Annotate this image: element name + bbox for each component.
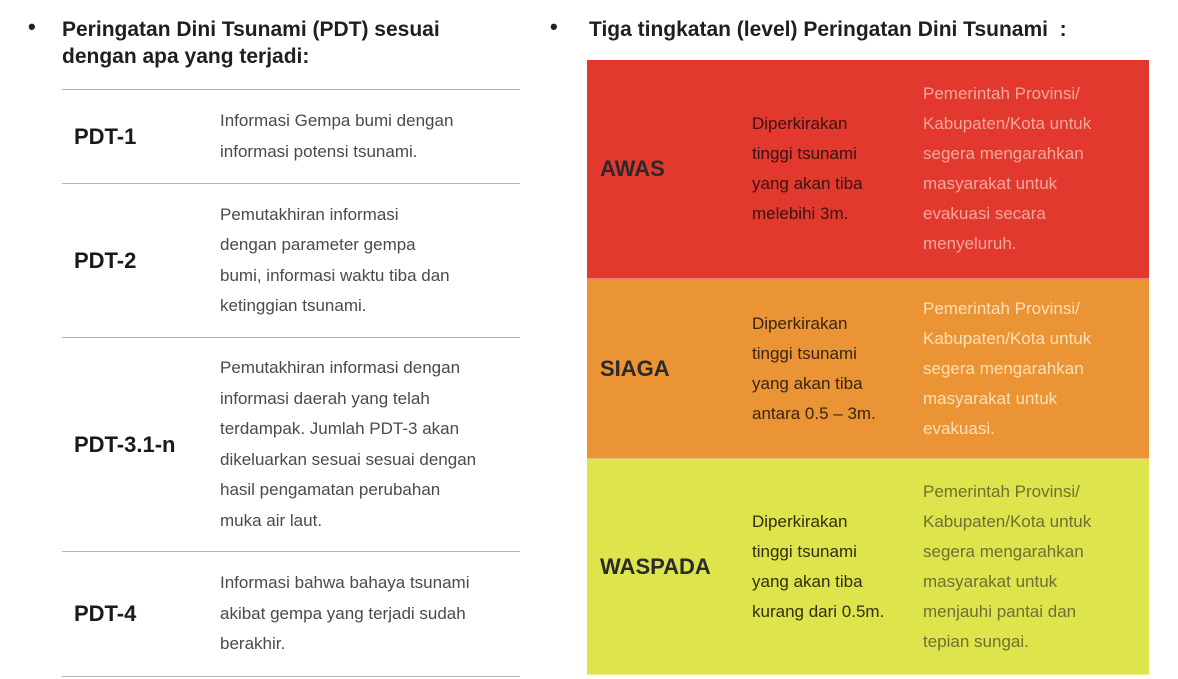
level-action-line: menjauhi pantai dan: [923, 601, 1077, 621]
pdt-row-4: [62, 551, 520, 677]
pdt-row-3: [62, 337, 520, 551]
level-row-siaga: [587, 279, 1149, 459]
level-name: AWAS: [600, 156, 665, 181]
pdt-desc-line: hasil pengamatan perubahan: [220, 480, 441, 499]
level-action-line: menyeluruh.: [923, 234, 1017, 253]
level-height-line: kurang dari 0.5m.: [752, 601, 885, 621]
level-height-estimate: [747, 309, 923, 429]
pdt-code: PDT-2: [74, 247, 137, 273]
level-action: [923, 294, 1149, 444]
pdt-desc-line: berakhir.: [220, 634, 286, 654]
level-action: [923, 79, 1149, 259]
left-bullet: •: [28, 14, 36, 39]
level-height-line: yang akan tiba: [752, 174, 863, 193]
level-action-line: segera mengarahkan: [923, 358, 1084, 378]
level-action-line: Kabupaten/Kota untuk: [923, 114, 1092, 133]
level-action-line: segera mengarahkan: [923, 144, 1084, 163]
pdt-desc-line: informasi daerah yang telah: [220, 388, 430, 408]
pdt-heading: [62, 16, 440, 70]
level-height-line: yang akan tiba: [752, 373, 863, 393]
level-action-line: masyarakat untuk: [923, 571, 1058, 591]
level-height-line: tinggi tsunami: [752, 343, 857, 363]
pdt-description: [220, 200, 520, 322]
pdt-desc-line: Informasi bahwa bahaya tsunami: [220, 573, 470, 593]
pdt-desc-line: akibat gempa yang terjadi sudah: [220, 603, 466, 623]
level-action-line: Pemerintah Provinsi/: [923, 481, 1080, 501]
pdt-description: [220, 106, 520, 167]
level-row-awas: [587, 60, 1149, 279]
level-action-line: masyarakat untuk: [923, 388, 1058, 408]
pdt-row-2: [62, 183, 520, 337]
pdt-desc-line: bumi, informasi waktu tiba dan: [220, 265, 450, 285]
level-action-line: Pemerintah Provinsi/: [923, 298, 1080, 318]
level-name: WASPADA: [600, 553, 711, 579]
level-height-line: yang akan tiba: [752, 571, 863, 591]
pdt-code: PDT-3.1-n: [74, 431, 176, 457]
level-height-line: Diperkirakan: [752, 114, 848, 133]
pdt-code: PDT-4: [74, 601, 137, 626]
level-action-line: Kabupaten/Kota untuk: [923, 511, 1092, 531]
pdt-desc-line: muka air laut.: [220, 510, 323, 530]
pdt-desc-line: terdampak. Jumlah PDT-3 akan: [220, 419, 460, 438]
level-action-line: masyarakat untuk: [923, 174, 1058, 193]
pdt-table: [62, 89, 520, 677]
pdt-desc-line: Pemutakhiran informasi dengan: [220, 358, 461, 377]
pdt-desc-line: dikeluarkan sesuai sesuai dengan: [220, 449, 477, 469]
level-height-line: tinggi tsunami: [752, 144, 857, 163]
level-action-line: Pemerintah Provinsi/: [923, 84, 1080, 103]
level-action-line: evakuasi secara: [923, 204, 1046, 223]
level-row-waspada: [587, 459, 1149, 675]
pdt-heading-line-2: dengan apa yang terjadi:: [62, 45, 310, 68]
level-height-line: antara 0.5 – 3m.: [752, 403, 876, 423]
pdt-desc-line: Pemutakhiran informasi: [220, 204, 399, 224]
level-action: [923, 477, 1149, 657]
pdt-desc-line: Informasi Gempa bumi dengan: [220, 111, 454, 130]
level-height-line: Diperkirakan: [752, 511, 848, 531]
pdt-code: PDT-1: [74, 123, 137, 149]
level-name: SIAGA: [600, 355, 670, 381]
pdt-desc-line: ketinggian tsunami.: [220, 296, 367, 315]
pdt-description: [220, 568, 520, 660]
level-height-estimate: [747, 109, 923, 229]
level-height-line: tinggi tsunami: [752, 541, 857, 561]
level-action-line: tepian sungai.: [923, 631, 1029, 651]
level-height-estimate: [747, 507, 923, 627]
level-action-line: segera mengarahkan: [923, 541, 1084, 561]
level-height-line: melebihi 3m.: [752, 204, 849, 223]
pdt-desc-line: dengan parameter gempa: [220, 235, 416, 254]
pdt-row-1: [62, 89, 520, 183]
pdt-heading-line-1: Peringatan Dini Tsunami (PDT) sesuai: [62, 18, 440, 41]
level-action-line: evakuasi.: [923, 418, 995, 438]
pdt-description: [220, 353, 520, 536]
right-bullet: •: [550, 14, 558, 39]
warning-level-table: [587, 60, 1149, 675]
level-height-line: Diperkirakan: [752, 313, 848, 333]
pdt-desc-line: informasi potensi tsunami.: [220, 141, 418, 161]
level-action-line: Kabupaten/Kota untuk: [923, 328, 1092, 348]
level-heading: Tiga tingkatan (level) Peringatan Dini Tsunami :: [589, 18, 1067, 41]
